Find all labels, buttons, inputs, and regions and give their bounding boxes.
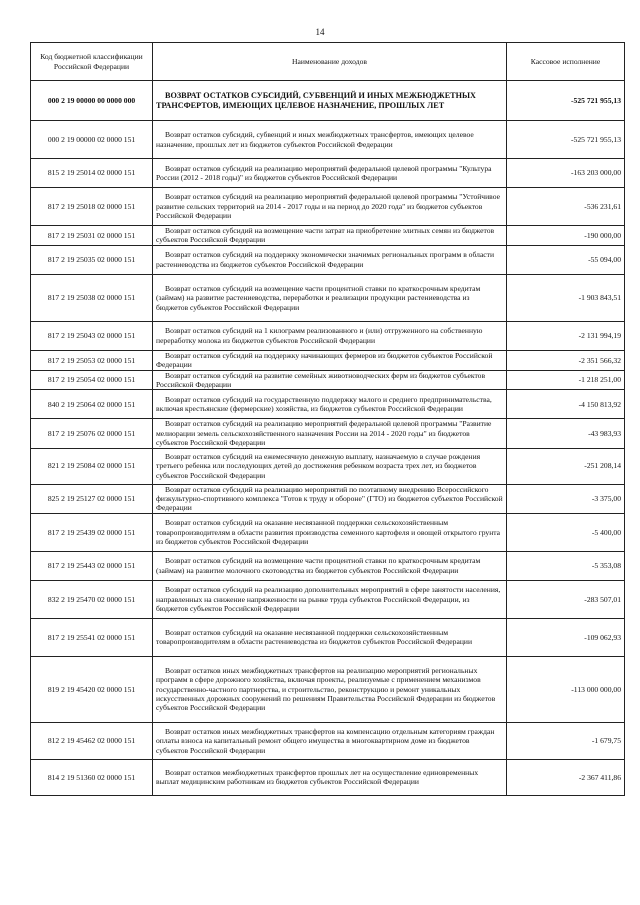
table-row bbox=[31, 321, 625, 350]
header-name: Наименование доходов bbox=[153, 43, 507, 81]
revenue-table bbox=[30, 42, 625, 796]
table-row bbox=[31, 370, 625, 390]
row-name: Возврат остатков субсидий на ежемесячную денежную выплату, назначаемую в случае рождения третьего ребенка или последующих детей до достижения ребенком возраста трех лет, из бюджетов субъектов Российской Федерации bbox=[153, 448, 507, 484]
row-amount: -2 367 411,86 bbox=[507, 759, 625, 795]
row-amount: -2 131 994,19 bbox=[507, 321, 625, 350]
row-code: 817 2 19 25053 02 0000 151 bbox=[31, 350, 153, 370]
table-header-row bbox=[31, 43, 625, 81]
row-amount: -109 062,93 bbox=[507, 618, 625, 656]
row-code: 817 2 19 25043 02 0000 151 bbox=[31, 321, 153, 350]
row-amount: -536 231,61 bbox=[507, 188, 625, 226]
row-code: 825 2 19 25127 02 0000 151 bbox=[31, 484, 153, 513]
row-name: Возврат остатков субсидий на возмещение части процентной ставки по краткосрочным кредитам (займам) на развитие молочного скотоводства из бюджетов субъектов Российской Федерации bbox=[153, 551, 507, 580]
row-code: 840 2 19 25064 02 0000 151 bbox=[31, 390, 153, 419]
table-row bbox=[31, 274, 625, 321]
row-amount: -1 903 843,51 bbox=[507, 274, 625, 321]
row-amount: -55 094,00 bbox=[507, 245, 625, 274]
table-row bbox=[31, 159, 625, 188]
row-name: Возврат остатков субсидий на возмещение части процентной ставки по краткосрочным кредитам (займам) на развитие растениеводства, переработки и реализации продукции растениеводства из бюджетов субъектов Российской Федерации bbox=[153, 274, 507, 321]
table-row bbox=[31, 656, 625, 722]
row-code: 814 2 19 51360 02 0000 151 bbox=[31, 759, 153, 795]
table-row bbox=[31, 513, 625, 551]
row-amount: -3 375,00 bbox=[507, 484, 625, 513]
row-name: Возврат остатков субсидий на реализацию мероприятий федеральной целевой программы "Устойчивое развитие сельских территорий на 2014 - 2017 годы и на период до 2020 года" из бюджетов субъектов Российской Федерации bbox=[153, 188, 507, 226]
row-name: Возврат остатков субсидий на возмещение части затрат на приобретение элитных семян из бюджетов субъектов Российской Федерации bbox=[153, 226, 507, 246]
row-amount: -251 208,14 bbox=[507, 448, 625, 484]
row-amount: -4 150 813,92 bbox=[507, 390, 625, 419]
row-name: Возврат остатков межбюджетных трансфертов прошлых лет на осуществление единовременных выплат медицинским работникам из бюджетов субъектов Российской Федерации bbox=[153, 759, 507, 795]
row-code: 817 2 19 25031 02 0000 151 bbox=[31, 226, 153, 246]
row-amount: -5 400,00 bbox=[507, 513, 625, 551]
row-name: Возврат остатков субсидий на оказание несвязанной поддержки сельскохозяйственным товаропроизводителям в области развития производства семенного картофеля и овощей открытого грунта из бюджетов субъектов Российской Федерации bbox=[153, 513, 507, 551]
table-row bbox=[31, 81, 625, 121]
table-row bbox=[31, 618, 625, 656]
table-row bbox=[31, 722, 625, 759]
row-amount: -43 983,93 bbox=[507, 419, 625, 448]
row-name: Возврат остатков субсидий на государственную поддержку малого и среднего предпринимательства, включая крестьянские (фермерские) хозяйства, из бюджетов субъектов Российской Федерации bbox=[153, 390, 507, 419]
row-name: Возврат остатков субсидий на реализацию мероприятий по поэтапному внедрению Всероссийского физкультурно-спортивного комплекса "Готов к труду и обороне" (ГТО) из бюджетов субъектов Российской Федерации bbox=[153, 484, 507, 513]
row-code: 817 2 19 25035 02 0000 151 bbox=[31, 245, 153, 274]
row-name: Возврат остатков субсидий, субвенций и иных межбюджетных трансфертов, имеющих целевое назначение, прошлых лет из бюджетов субъектов Российской Федерации bbox=[153, 121, 507, 159]
table-row bbox=[31, 245, 625, 274]
row-name: Возврат остатков субсидий на развитие семейных животноводческих ферм из бюджетов субъектов Российской Федерации bbox=[153, 370, 507, 390]
row-amount: -283 507,01 bbox=[507, 580, 625, 618]
row-code: 832 2 19 25470 02 0000 151 bbox=[31, 580, 153, 618]
row-name: Возврат остатков иных межбюджетных трансфертов на компенсацию отдельным категориям граждан оплаты взноса на капитальный ремонт общего имущества в многоквартирном доме из бюджетов субъектов Российской Федерации bbox=[153, 722, 507, 759]
row-code: 819 2 19 45420 02 0000 151 bbox=[31, 656, 153, 722]
table-row bbox=[31, 551, 625, 580]
row-name: Возврат остатков субсидий на поддержку начинающих фермеров из бюджетов субъектов Российской Федерации bbox=[153, 350, 507, 370]
table-row bbox=[31, 350, 625, 370]
row-amount: -1 679,75 bbox=[507, 722, 625, 759]
row-code: 817 2 19 25541 02 0000 151 bbox=[31, 618, 153, 656]
row-name: Возврат остатков субсидий на реализацию мероприятий федеральной целевой программы "Культура России (2012 - 2018 годы)" из бюджетов субъектов Российской Федерации bbox=[153, 159, 507, 188]
row-code: 815 2 19 25014 02 0000 151 bbox=[31, 159, 153, 188]
table-row bbox=[31, 419, 625, 448]
row-name: Возврат остатков субсидий на 1 килограмм реализованного и (или) отгруженного на собственную переработку молока из бюджетов субъектов Российской Федерации bbox=[153, 321, 507, 350]
table-row bbox=[31, 390, 625, 419]
table-row bbox=[31, 484, 625, 513]
row-name: Возврат остатков субсидий на поддержку экономически значимых региональных программ в области растениеводства из бюджетов субъектов Российской Федерации bbox=[153, 245, 507, 274]
row-name: Возврат остатков субсидий на реализацию дополнительных мероприятий в сфере занятости населения, направленных на снижение напряженности на рынке труда субъектов Российской Федерации, из бюджетов субъектов Российской Федерации bbox=[153, 580, 507, 618]
row-name: Возврат остатков субсидий на реализацию мероприятий федеральной целевой программы "Развитие мелиорации земель сельскохозяйственного назначения России на 2014 - 2020 годы" из бюджетов субъектов Российской Федерации bbox=[153, 419, 507, 448]
row-name: Возврат остатков субсидий на оказание несвязанной поддержки сельскохозяйственным товаропроизводителям в области растениеводства из бюджетов субъектов Российской Федерации bbox=[153, 618, 507, 656]
row-code: 817 2 19 25054 02 0000 151 bbox=[31, 370, 153, 390]
row-amount: -163 203 000,00 bbox=[507, 159, 625, 188]
row-code: 817 2 19 25018 02 0000 151 bbox=[31, 188, 153, 226]
page-number: 14 bbox=[315, 27, 325, 37]
table-row bbox=[31, 121, 625, 159]
row-amount: -190 000,00 bbox=[507, 226, 625, 246]
row-name: ВОЗВРАТ ОСТАТКОВ СУБСИДИЙ, СУБВЕНЦИЙ И ИНЫХ МЕЖБЮДЖЕТНЫХ ТРАНСФЕРТОВ, ИМЕЮЩИХ ЦЕЛЕВОЕ НАЗНАЧЕНИЕ, ПРОШЛЫХ ЛЕТ bbox=[153, 81, 507, 121]
header-code: Код бюджетной классификации Российской Федерации bbox=[31, 43, 153, 81]
row-amount: -113 000 000,00 bbox=[507, 656, 625, 722]
row-name: Возврат остатков иных межбюджетных трансфертов на реализацию мероприятий региональных программ в сфере дорожного хозяйства, включая проекты, реализуемые с применением механизмов государственно-частного партнерства, и строительство, реконструкцию и ремонт уникальных искусственных дорожных сооружений по решениям Правительства Российской Федерации из бюджетов субъектов Российской Федерации bbox=[153, 656, 507, 722]
header-amount: Кассовое исполнение bbox=[507, 43, 625, 81]
row-code: 817 2 19 25443 02 0000 151 bbox=[31, 551, 153, 580]
table-row bbox=[31, 188, 625, 226]
table-row bbox=[31, 580, 625, 618]
row-code: 821 2 19 25084 02 0000 151 bbox=[31, 448, 153, 484]
row-code: 812 2 19 45462 02 0000 151 bbox=[31, 722, 153, 759]
row-amount: -2 351 566,32 bbox=[507, 350, 625, 370]
table-body bbox=[31, 81, 625, 796]
row-code: 817 2 19 25076 02 0000 151 bbox=[31, 419, 153, 448]
row-amount: -525 721 955,13 bbox=[507, 81, 625, 121]
table-row bbox=[31, 759, 625, 795]
row-amount: -525 721 955,13 bbox=[507, 121, 625, 159]
row-amount: -1 218 251,00 bbox=[507, 370, 625, 390]
row-code: 817 2 19 25038 02 0000 151 bbox=[31, 274, 153, 321]
table-row bbox=[31, 226, 625, 246]
row-code: 000 2 19 00000 00 0000 000 bbox=[31, 81, 153, 121]
row-code: 817 2 19 25439 02 0000 151 bbox=[31, 513, 153, 551]
row-amount: -5 353,08 bbox=[507, 551, 625, 580]
row-code: 000 2 19 00000 02 0000 151 bbox=[31, 121, 153, 159]
table-row bbox=[31, 448, 625, 484]
